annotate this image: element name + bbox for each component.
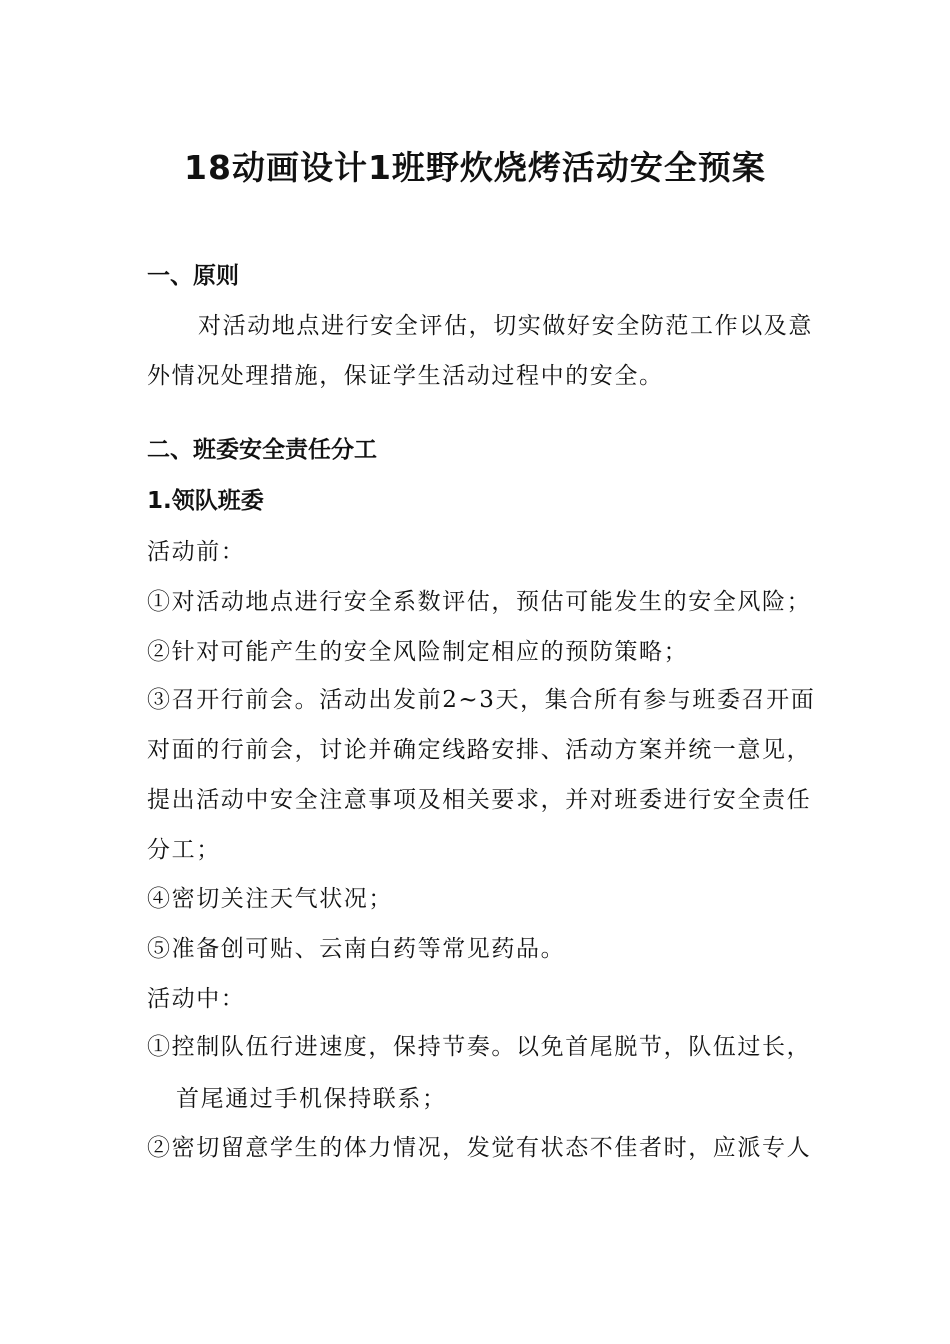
list-item: ②密切留意学生的体力情况，发觉有状态不佳者时，应派专人 — [147, 1135, 812, 1161]
list-item: ②针对可能产生的安全风险制定相应的预防策略； — [147, 639, 689, 665]
list-item: ①对活动地点进行安全系数评估，预估可能发生的安全风险； — [147, 589, 812, 615]
section-heading-principle: 一、原则 — [147, 263, 239, 289]
list-item: ⑤准备创可贴、云南白药等常见药品。 — [147, 936, 566, 962]
list-item: 提出活动中安全注意事项及相关要求，并对班委进行安全责任 — [147, 787, 812, 813]
section-heading-responsibility: 二、班委安全责任分工 — [147, 437, 377, 463]
before-activity-label: 活动前： — [147, 539, 246, 565]
subheading-team-leader: 1.领队班委 — [147, 488, 264, 514]
principle-paragraph-line-1: 对活动地点进行安全评估，切实做好安全防范工作以及意 — [198, 313, 813, 339]
document-title: 18动画设计1班野炊烧烤活动安全预案 — [184, 148, 766, 187]
principle-paragraph-line-2: 外情况处理措施，保证学生活动过程中的安全。 — [147, 363, 664, 389]
list-item: ①控制队伍行进速度，保持节奏。以免首尾脱节，队伍过长， — [147, 1034, 812, 1060]
list-item: ③召开行前会。活动出发前2~3天，集合所有参与班委召开面 — [147, 687, 816, 713]
during-activity-label: 活动中： — [147, 986, 246, 1012]
list-item: 分工； — [147, 837, 221, 863]
list-item: 对面的行前会，讨论并确定线路安排、活动方案并统一意见， — [147, 737, 812, 763]
list-item: 首尾通过手机保持联系； — [176, 1086, 447, 1112]
list-item: ④密切关注天气状况； — [147, 886, 393, 912]
